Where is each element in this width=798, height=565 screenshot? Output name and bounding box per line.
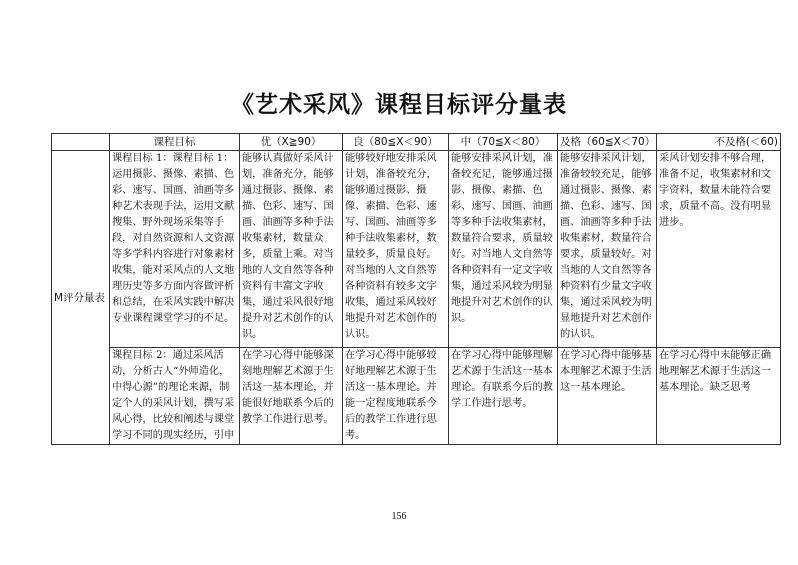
header-course-objective: 课程目标 bbox=[110, 134, 240, 151]
pass-cell: 在学习心得中能够基本理解艺术源于生活这一基本理论。 bbox=[558, 348, 657, 445]
header-pass: 及格（60≦X＜70） bbox=[558, 134, 657, 151]
header-fail: 不及格(＜60) bbox=[657, 134, 781, 151]
header-excellent: 优（X≧90） bbox=[240, 134, 343, 151]
table-row bbox=[52, 151, 781, 348]
header-blank-cell bbox=[52, 134, 110, 151]
table-header-row bbox=[52, 134, 781, 151]
pass-cell: 能够安排采风计划，准备较较充足，能够通过摄影、摄像、素描、色彩、速写、国画、油画等多种手法收集素材，数量符合要求，质量较好。对当地的人文自然等各种资料有少量文字收集，通过采风较为明显地提升对艺术创作的认识。 bbox=[558, 151, 657, 348]
medium-cell: 在学习心得中能够理解艺术源于生活这一基本理论。有联系今后的教学工作进行思考。 bbox=[449, 348, 558, 445]
excellent-cell: 能够认真做好采风计划，准备充分，能够通过摄影、摄像、素描、色彩、速写、国画、油画等多种手法收集素材，数量众多，质量上乘。对当地的人文自然等各种资料有丰富文字收集，通过采风很好地提升对艺术创作的认识。 bbox=[240, 151, 343, 348]
header-medium: 中（70≦X＜80） bbox=[449, 134, 558, 151]
objective-cell: 课程目标 1：课程目标 1：运用摄影、摄像、素描、色彩、速写、国画、油画等多种艺术表现手法，运用文献搜集、野外现场采集等手段，对自然资源和人文资源等多学科内容进行对象素材收集，能对采风点的人文地理历史等多方面内容做评析和总结，在采风实践中解决专业课程课堂学习的不足。 bbox=[110, 151, 240, 348]
row-header-label: M评分量表 bbox=[52, 151, 110, 445]
medium-cell: 能够安排采风计划，准备较充足，能够通过摄影、摄像、素描、色彩、速写、国画、油画等多种手法收集素材，数量符合要求，质量较好。对当地人文自然等各种资料有一定文字收集，通过采风较为明显地提升对艺术创作的认识。 bbox=[449, 151, 558, 348]
header-good: 良（80≦X＜90） bbox=[343, 134, 449, 151]
rubric-table bbox=[51, 133, 781, 445]
fail-cell: 采风计划安排不够合理，准备不足，收集素材和文字资料，数量未能符合要求，质量不高。没有明显进步。 bbox=[657, 151, 781, 348]
page-title: 《艺术采风》课程目标评分量表 bbox=[231, 91, 567, 118]
fail-cell: 在学习心得中未能够正确地理解艺术源于生活这一基本理论。缺乏思考 bbox=[657, 348, 781, 445]
good-cell: 能够较好地安排采风计划，准备较充分，能够通过摄影、摄像、素描、色彩、速写、国画、油画等多种手法收集素材，数量较多，质量良好。对当地的人文自然等各种资料有较多文字收集，通过采风较好地提升对艺术创作的认识。 bbox=[343, 151, 449, 348]
page-number: 156 bbox=[391, 511, 407, 522]
table-row bbox=[52, 348, 781, 445]
excellent-cell: 在学习心得中能够深刻地理解艺术源于生活这一基本理论，并能很好地联系今后的教学工作进行思考。 bbox=[240, 348, 343, 445]
objective-cell: 课程目标 2：通过采风活动，分析古人“外师造化，中得心源”的理论来源，制定个人的采风计划，撰写采风心得，比较和阐述与课堂学习不同的现实经历，引申 bbox=[110, 348, 240, 445]
good-cell: 在学习心得中能够较好地理解艺术源于生活这一基本理论。并能一定程度地联系今后的教学工作进行思考。 bbox=[343, 348, 449, 445]
